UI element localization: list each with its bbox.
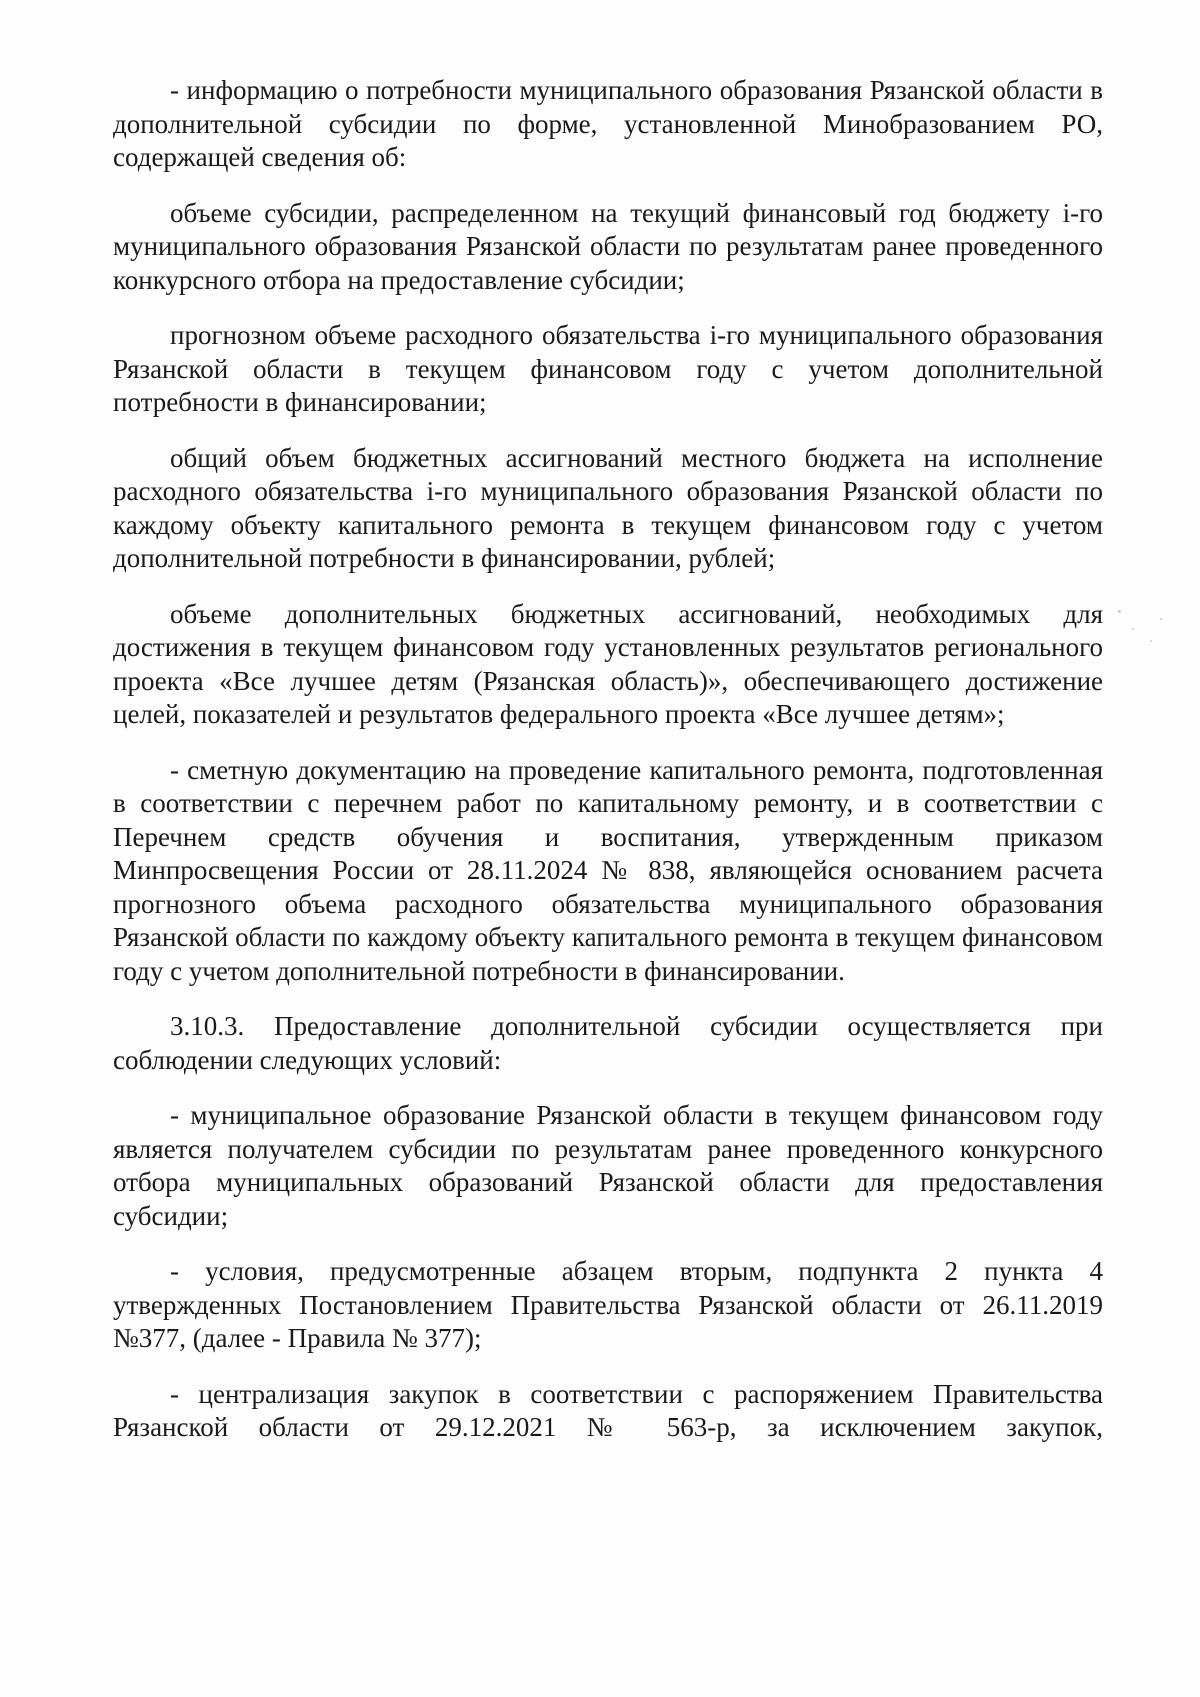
scan-noise-mark xyxy=(1132,628,1134,630)
scan-noise-mark xyxy=(1118,610,1121,613)
paragraph-additional-allocations: объеме дополнительных бюджетных ассигнований, необходимых для достижения в текущем финансовом году установленных результатов регионального проекта «Все лучшее детям (Рязанская область)», обеспечивающего достижение целей, показателей и результатов федерального проекта «Все лучшее детям»; xyxy=(113,598,1103,729)
scan-noise-mark xyxy=(1160,618,1162,620)
paragraph-condition-centralization: - централизация закупок в соответствии с распоряжением Правительства Рязанской области от 29.12.2021 № 563-р, за исключением закупок, xyxy=(113,1378,1103,1442)
document-body xyxy=(113,74,1103,1445)
paragraph-requirement-info: - информацию о потребности муниципального образования Рязанской области в дополнительной субсидии по форме, установленной Минобразованием РО, содержащей сведения об: xyxy=(113,75,1103,172)
paragraph-condition-recipient: - муниципальное образование Рязанской области в текущем финансовом году является получателем субсидии по результатам ранее проведенного конкурсного отбора муниципальных образований Рязанской области для предоставления субсидии; xyxy=(113,1100,1103,1231)
scan-noise-mark xyxy=(1150,640,1152,642)
paragraph-condition-rules-377: - условия, предусмотренные абзацем вторым, подпункта 2 пункта 4 утвержденных Постановлением Правительства Рязанской области от 26.11.2019 №377, (далее - Правила № 377); xyxy=(113,1256,1103,1353)
paragraph-estimate-documentation: - сметную документацию на проведение капитального ремонта, подготовленная в соответствии с перечнем работ по капитальному ремонту, и в соответствии с Перечнем средств обучения и воспитания, утвержденным приказом Минпросвещения России от 28.11.2024 № 838, являющейся основанием расчета прогнозного объема расходного обязательства муниципального образования Рязанской области по каждому объекту капитального ремонта в текущем финансовом году с учетом дополнительной потребности в финансировании. xyxy=(113,754,1103,986)
paragraph-total-budget: общий объем бюджетных ассигнований местного бюджета на исполнение расходного обязательства i-го муниципального образования Рязанской области по каждому объекту капитального ремонта в текущем финансовом году с учетом дополнительной потребности в финансировании, рублей; xyxy=(113,442,1103,573)
paragraph-section-3-10-3: 3.10.3. Предоставление дополнительной субсидии осуществляется при соблюдении следующих условий: xyxy=(113,1011,1103,1075)
paragraph-forecast-obligation: прогнозном объеме расходного обязательства i-го муниципального образования Рязанской области в текущем финансовом году с учетом дополнительной потребности в финансировании; xyxy=(113,320,1103,417)
paragraph-subsidy-volume: объеме субсидии, распределенном на текущий финансовый год бюджету i-го муниципального образования Рязанской области по результатам ранее проведенного конкурсного отбора на предоставление субсидии; xyxy=(113,197,1103,295)
